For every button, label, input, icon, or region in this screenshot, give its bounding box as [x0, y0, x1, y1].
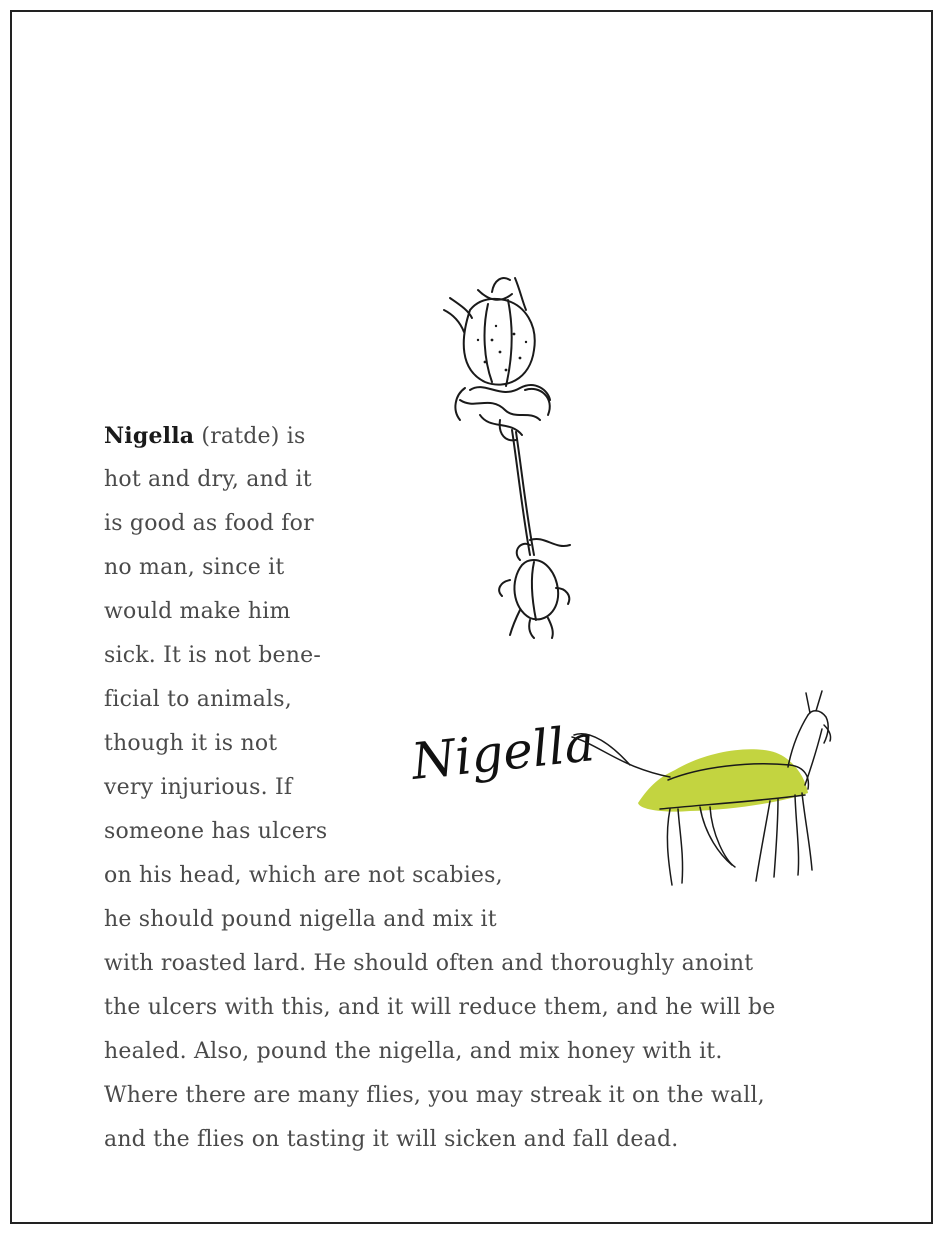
handwritten-label: Nigella: [408, 714, 598, 791]
text-line: healed. Also, pound the nigella, and mix honey with it.: [104, 1039, 723, 1064]
text-line: with roasted lard. He should often and thoroughly anoint: [104, 951, 754, 976]
animal-drawing-icon: [560, 685, 845, 895]
text-line: someone has ulcers: [104, 819, 328, 844]
text-line: no man, since it: [104, 555, 285, 580]
animal-color-wash: [638, 749, 808, 811]
text-line: hot and dry, and it: [104, 467, 312, 492]
nigella-plant-drawing-icon: [430, 270, 600, 650]
text-line: on his head, which are not scabies,: [104, 863, 503, 888]
text-line: the ulcers with this, and it will reduce them, and he will be: [104, 995, 776, 1020]
text-line: he should pound nigella and mix it: [104, 907, 497, 932]
text-line: though it is not: [104, 731, 278, 756]
text-line: sick. It is not bene-: [104, 643, 321, 668]
text-line: ficial to animals,: [104, 687, 292, 712]
text-line: would make him: [104, 599, 291, 624]
text-line: very injurious. If: [104, 775, 293, 800]
lead-word: Nigella: [104, 423, 195, 449]
text-fragment: (ratde) is: [194, 424, 306, 449]
text-line: is good as food for: [104, 511, 314, 536]
text-line: Where there are many flies, you may streak it on the wall,: [104, 1083, 765, 1108]
handwritten-label-icon: [400, 690, 598, 830]
text-line: and the flies on tasting it will sicken and fall dead.: [104, 1127, 679, 1152]
